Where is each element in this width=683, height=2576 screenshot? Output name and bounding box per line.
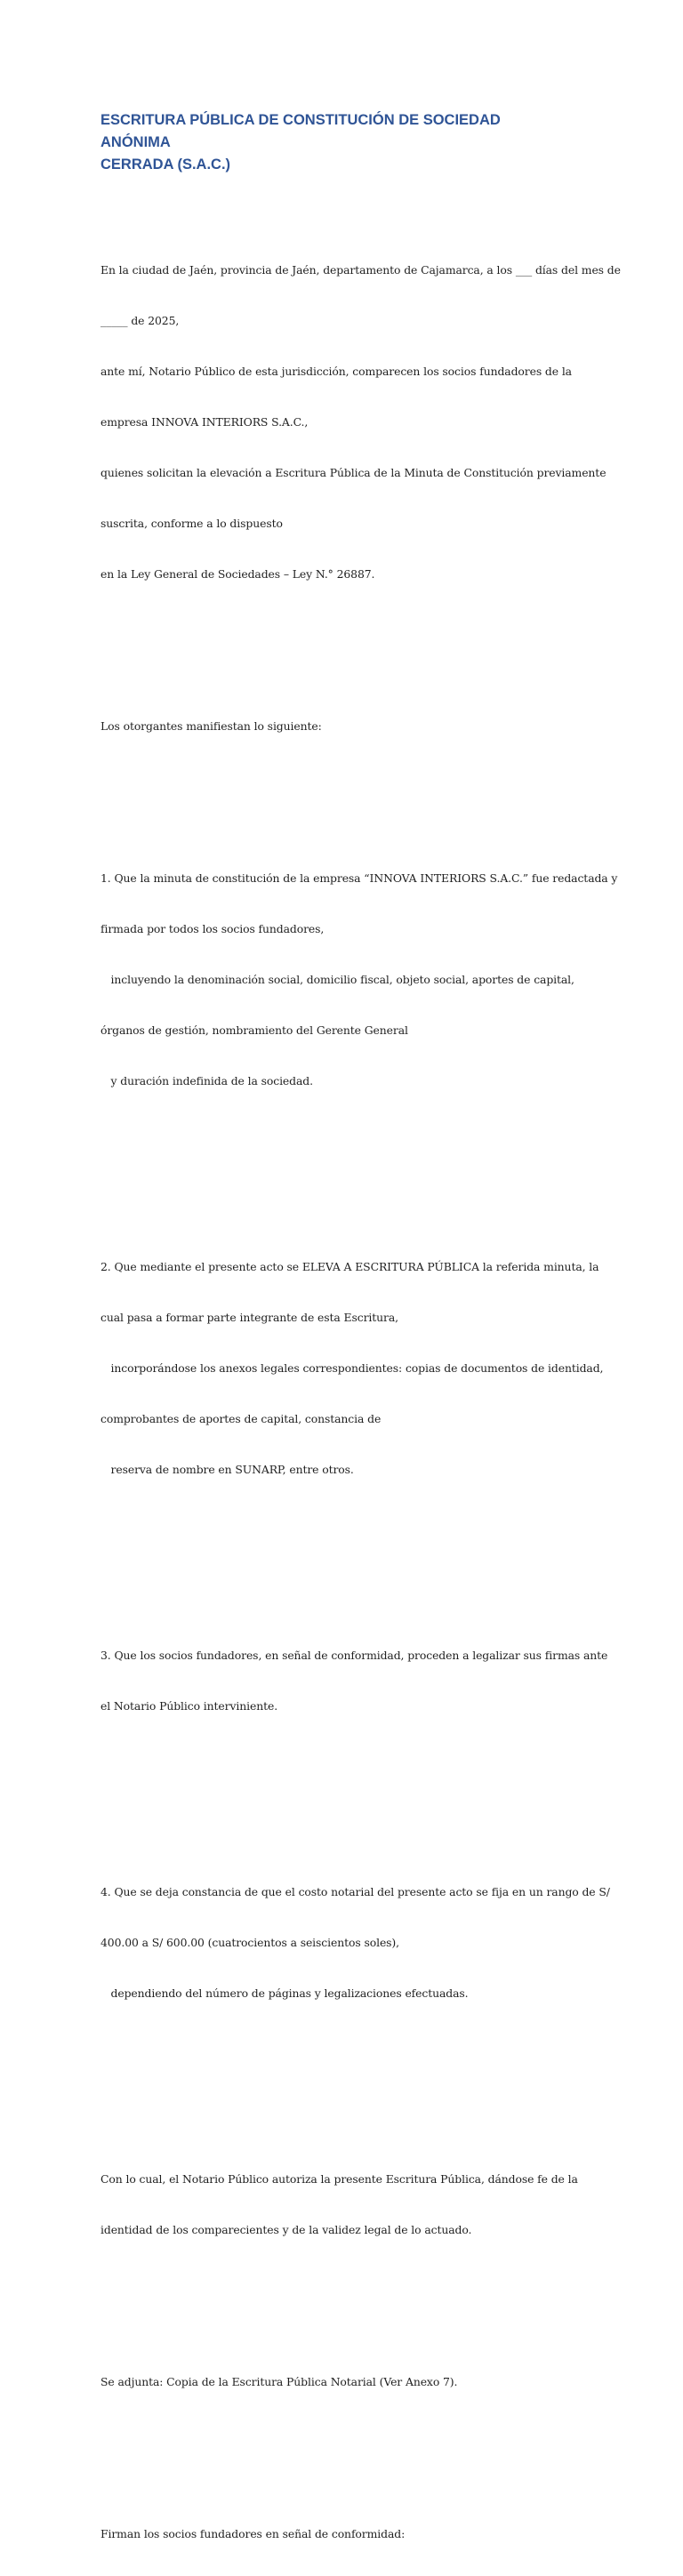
text-line: quienes solicitan la elevación a Escritura Pública de la Minuta de Constitución previamente <box>100 466 607 479</box>
text-line: comprobantes de aportes de capital, constancia de <box>100 1412 382 1425</box>
text-line: Con lo cual, el Notario Público autoriza la presente Escritura Pública, dándose fe de la <box>100 2172 578 2186</box>
text-line: empresa INNOVA INTERIORS S.A.C., <box>100 415 309 429</box>
text-line: 1. Que la minuta de constitución de la empresa “INNOVA INTERIORS S.A.C.” fue redactada y <box>100 871 618 885</box>
text-line: reserva de nombre en SUNARP, entre otros. <box>100 1463 354 1476</box>
text-line: 400.00 a S/ 600.00 (cuatrocientos a seiscientos soles), <box>100 1936 400 1949</box>
text-line: en la Ley General de Sociedades – Ley N.° 26887. <box>100 567 375 581</box>
text-line: cual pasa a formar parte integrante de esta Escritura, <box>100 1311 398 1324</box>
statement-paragraph: Los otorgantes manifiestan lo siguiente: <box>100 719 322 733</box>
text-line: el Notario Público interviniente. <box>100 1699 278 1713</box>
text-line: suscrita, conforme a lo dispuesto <box>100 517 283 530</box>
item-3-paragraph <box>100 1613 608 1748</box>
text-line: _____ de 2025, <box>100 314 180 327</box>
text-line: y duración indefinida de la sociedad. <box>100 1074 313 1087</box>
title-line-2: CERRADA (S.A.C.) <box>100 156 231 173</box>
text-line: 4. Que se deja constancia de que el costo notarial del presente acto se fija en un rango de S/ <box>100 1885 610 1898</box>
text-line: ante mí, Notario Público de esta jurisdicción, comparecen los socios fundadores de la <box>100 365 572 378</box>
text-line: incluyendo la denominación social, domicilio fiscal, objeto social, aportes de capital, <box>100 973 575 986</box>
signature-paragraph: Firman los socios fundadores en señal de conformidad: <box>100 2527 406 2540</box>
text-line: 3. Que los socios fundadores, en señal de conformidad, proceden a legalizar sus firmas ante <box>100 1649 608 1662</box>
text-line: órganos de gestión, nombramiento del Gerente General <box>100 1023 408 1037</box>
attachment-paragraph: Se adjunta: Copia de la Escritura Pública Notarial (Ver Anexo 7). <box>100 2375 458 2388</box>
title-line-1: ESCRITURA PÚBLICA DE CONSTITUCIÓN DE SOCIEDAD ANÓNIMA <box>100 112 501 150</box>
text-line: identidad de los comparecientes y de la validez legal de lo actuado. <box>100 2223 472 2236</box>
closing-paragraph <box>100 2137 594 2272</box>
text-line: incorporándose los anexos legales correspondientes: copias de documentos de identidad, <box>100 1361 604 1375</box>
item-1-paragraph <box>100 836 618 1123</box>
item-4-paragraph <box>100 1850 610 2035</box>
text-line: dependiendo del número de páginas y legalizaciones efectuadas. <box>100 1986 469 2000</box>
item-2-paragraph <box>100 1224 604 1512</box>
document-title <box>100 109 563 176</box>
text-line: En la ciudad de Jaén, provincia de Jaén, departamento de Cajamarca, a los ___ días del mes de <box>100 263 621 277</box>
text-line: 2. Que mediante el presente acto se ELEVA A ESCRITURA PÚBLICA la referida minuta, la <box>100 1260 599 1273</box>
document-body <box>100 194 621 2576</box>
intro-paragraph <box>100 228 621 616</box>
text-line: firmada por todos los socios fundadores, <box>100 922 325 935</box>
